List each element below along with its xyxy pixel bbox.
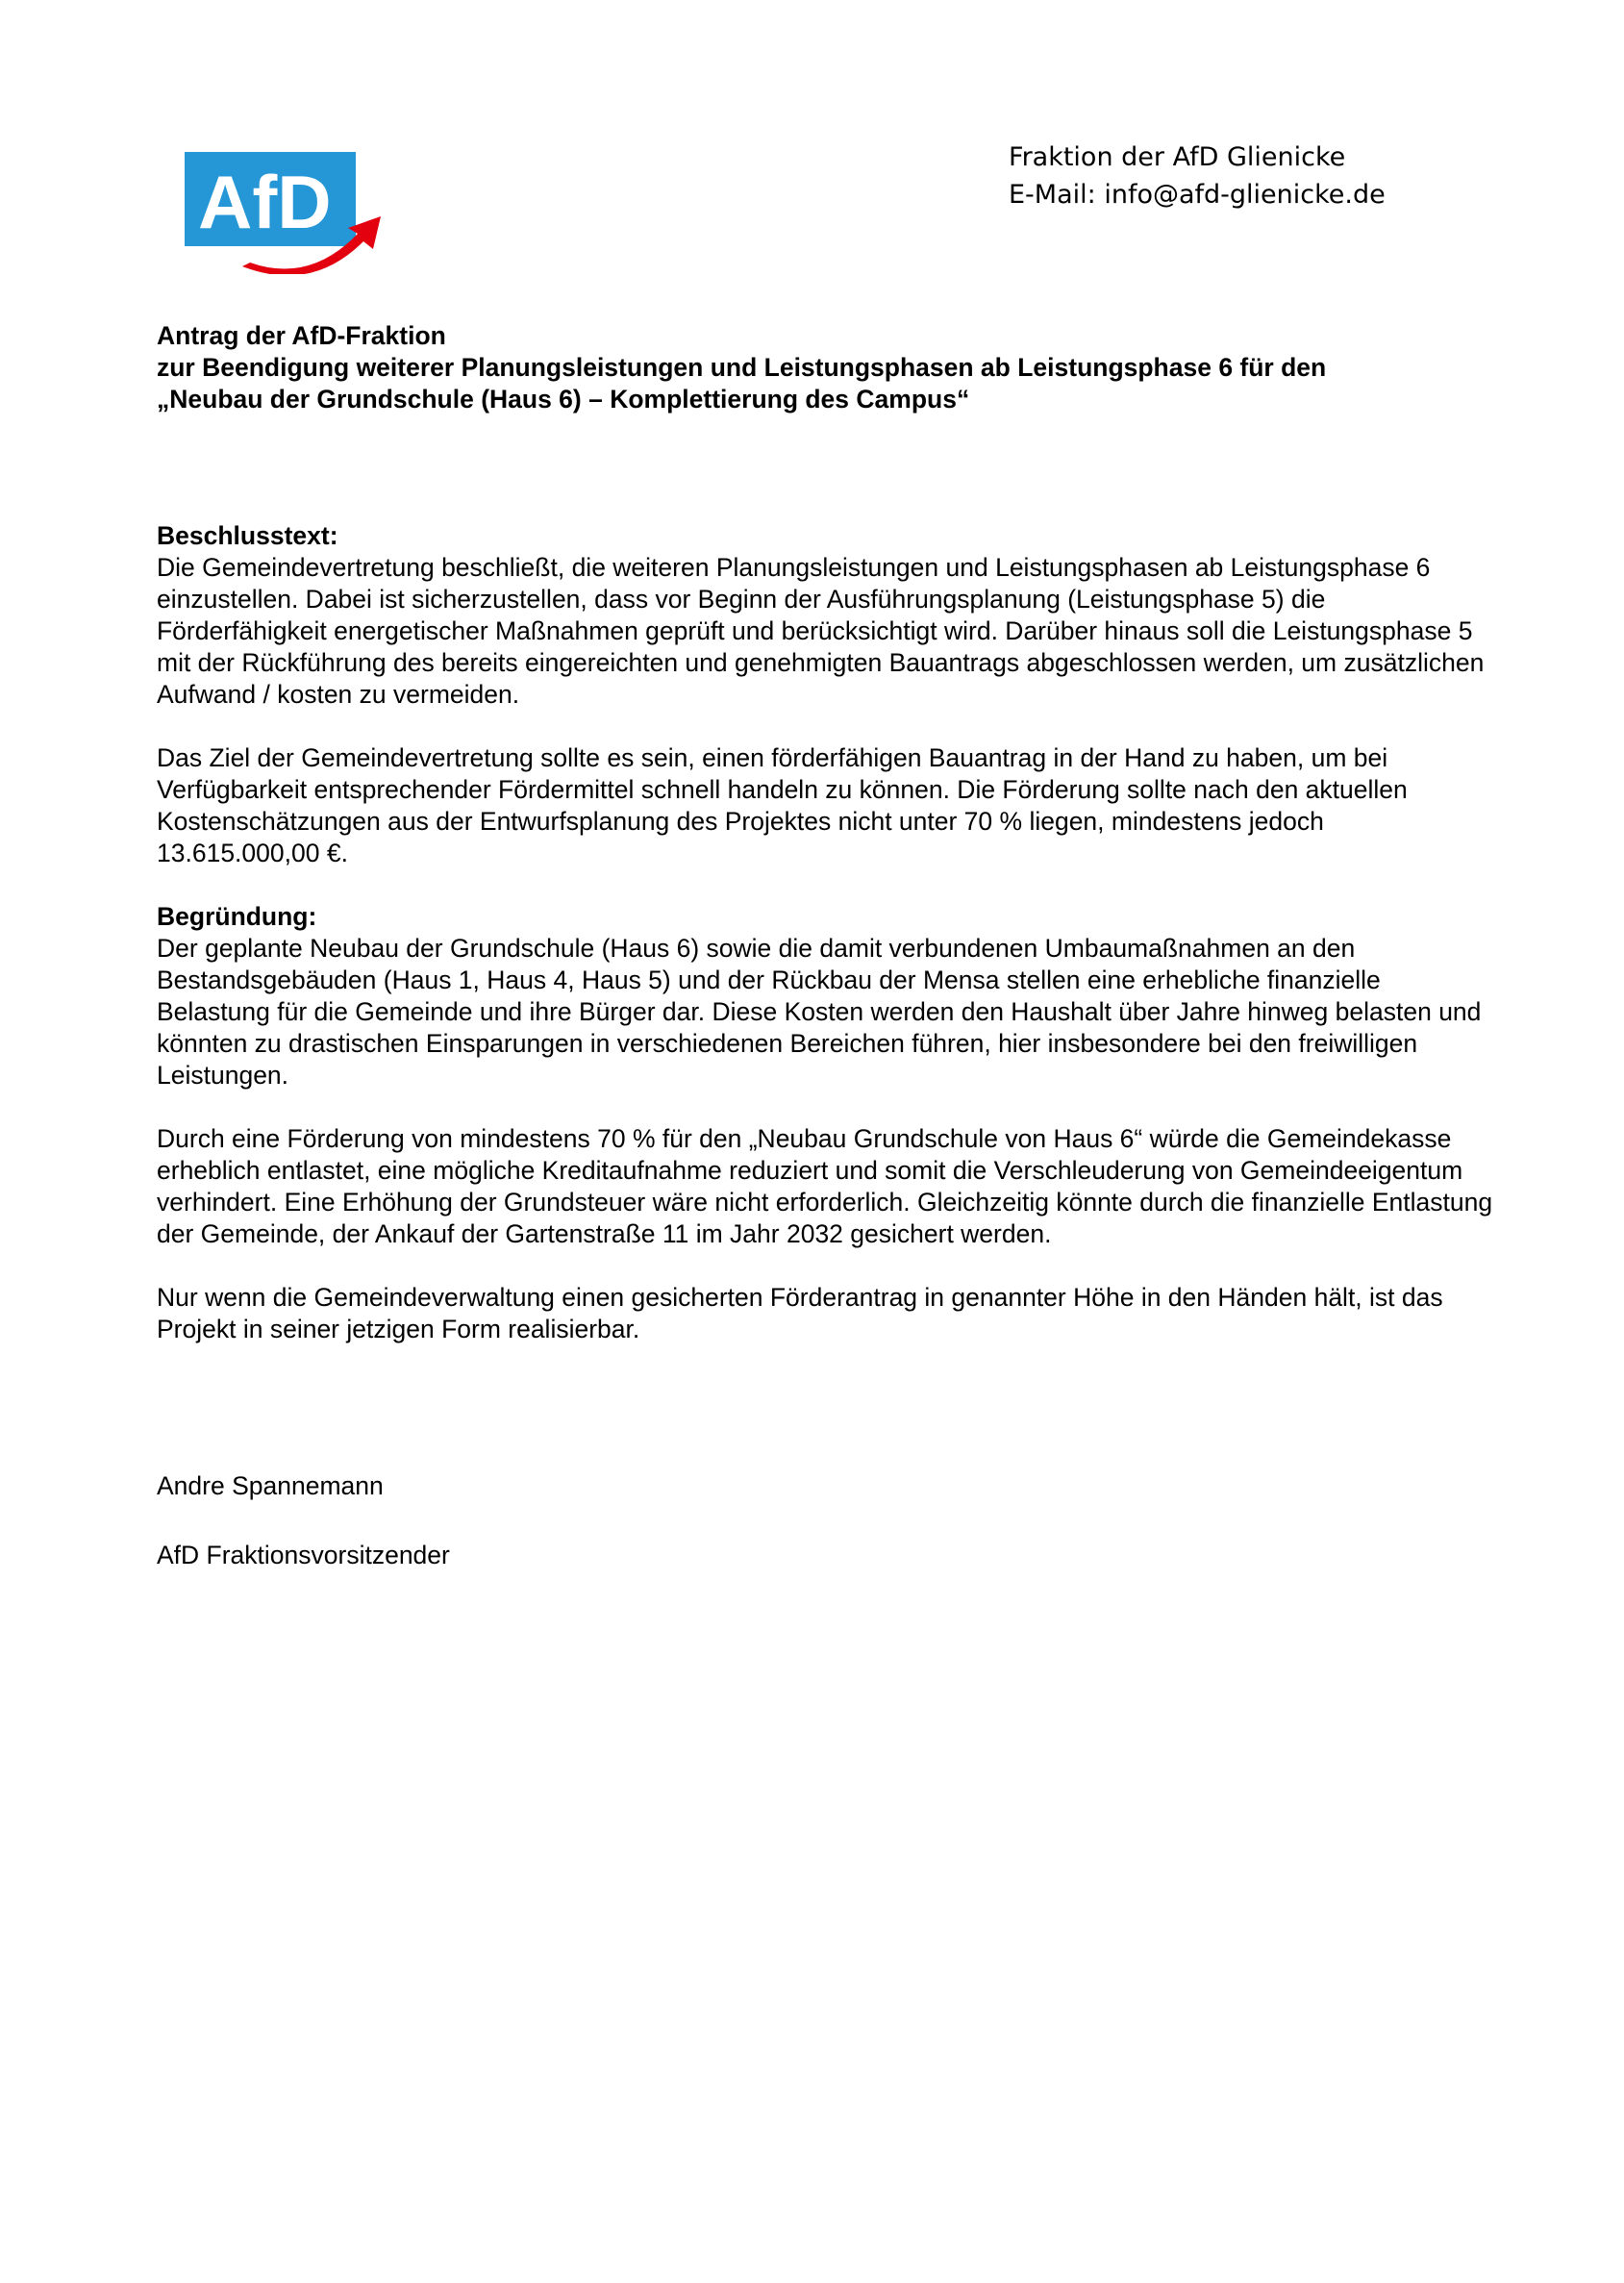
document-body — [157, 320, 1493, 1571]
beschlusstext-heading: Beschlusstext: — [157, 521, 338, 550]
begruendung-heading: Begründung: — [157, 902, 317, 931]
afd-logo — [185, 149, 383, 274]
beschlusstext-paragraph-1: Die Gemeindevertretung beschließt, die weiteren Planungsleistungen und Leistungsphasen ab Leistungsphase 6 einzustellen. Dabei ist sicherzustellen, dass vor Beginn der Ausführungsplanung (Leistungsphase 5) die Förderfähigkeit energetischer Maßnahmen geprüft und berücksichtigt wird. Darüber hinaus soll die Leistungsphase 5 mit der Rückführung des bereits eingereichten und genehmigten Bauantrags abgeschlossen werden, um zusätzlichen Aufwand / kosten zu vermeiden. — [157, 553, 1485, 709]
title-line-3: „Neubau der Grundschule (Haus 6) – Komplettierung des Campus“ — [157, 385, 970, 414]
begruendung-paragraph-3: Nur wenn die Gemeindeverwaltung einen gesicherten Förderantrag in genannter Höhe in den Händen hält, ist das Projekt in seiner jetzigen Form realisierbar. — [157, 1283, 1443, 1343]
title-line-1: Antrag der AfD-Fraktion — [157, 321, 446, 350]
signature-role: AfD Fraktionsvorsitzender — [157, 1541, 450, 1569]
section-beschlusstext — [157, 520, 1493, 869]
sender-info — [1009, 138, 1386, 213]
document-title — [157, 320, 1493, 415]
begruendung-paragraph-2: Durch eine Förderung von mindestens 70 % für den „Neubau Grundschule von Haus 6“ würde die Gemeindekasse erheblich entlastet, eine mögliche Kreditaufnahme reduziert und somit die Verschleuderung von Gemeindeeigentum verhindert. Eine Erhöhung der Grundsteuer wäre nicht erforderlich. Gleichzeitig könnte durch die finanzielle Entlastung der Gemeinde, der Ankauf der Gartenstraße 11 im Jahr 2032 gesichert werden. — [157, 1124, 1493, 1248]
afd-logo-graphic — [185, 149, 383, 274]
logo-text: AfD — [198, 160, 332, 244]
begruendung-paragraph-1: Der geplante Neubau der Grundschule (Haus 6) sowie die damit verbundenen Umbaumaßnahmen an den Bestandsgebäuden (Haus 1, Haus 4, Haus 5) und der Rückbau der Mensa stellen eine erhebliche finanzielle Belastung für die Gemeinde und ihre Bürger dar. Diese Kosten werden den Haushalt über Jahre hinweg belasten und könnten zu drastischen Einsparungen in verschiedenen Bereichen führen, hier insbesondere bei den freiwilligen Leistungen. — [157, 934, 1482, 1090]
signature-name: Andre Spannemann — [157, 1471, 384, 1500]
sender-name: Fraktion der AfD Glienicke — [1009, 142, 1346, 172]
section-begruendung — [157, 901, 1493, 1345]
beschlusstext-paragraph-2: Das Ziel der Gemeindevertretung sollte es sein, einen förderfähigen Bauantrag in der Hand zu haben, um bei Verfügbarkeit entsprechender Fördermittel schnell handeln zu können. Die Förderung sollte nach den aktuellen Kostenschätzungen aus der Entwurfsplanung des Projektes nicht unter 70 % liegen, mindestens jedoch 13.615.000,00 €. — [157, 743, 1408, 867]
sender-email: E-Mail: info@afd-glienicke.de — [1009, 180, 1386, 210]
title-line-2: zur Beendigung weiterer Planungsleistungen und Leistungsphasen ab Leistungsphase 6 für den — [157, 353, 1327, 382]
